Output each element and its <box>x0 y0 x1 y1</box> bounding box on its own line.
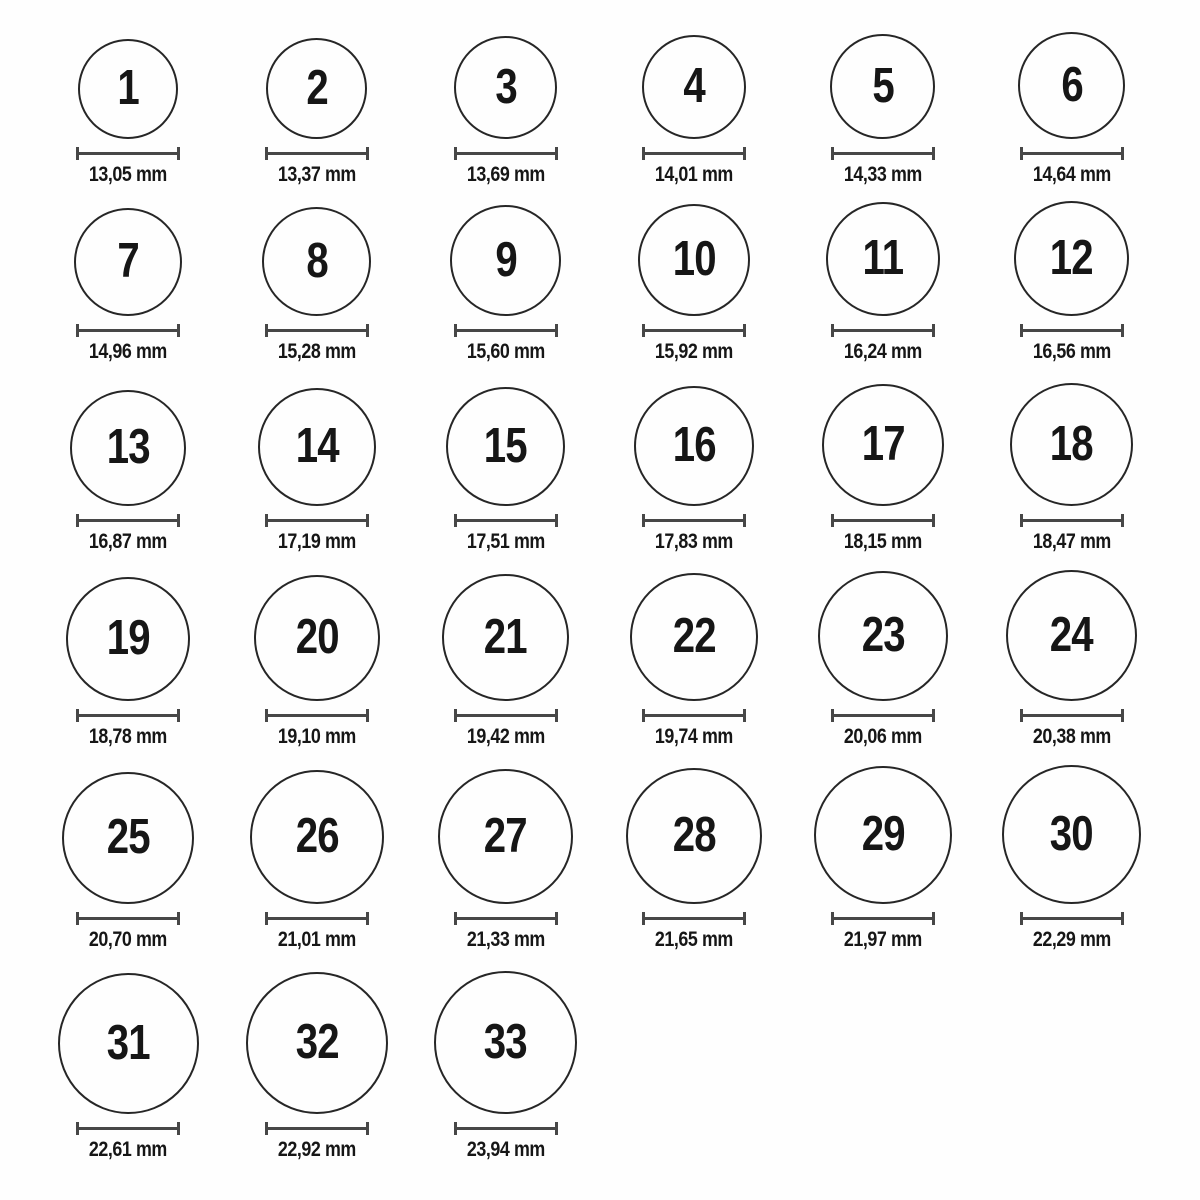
diameter-label: 18,78 mm <box>89 724 168 748</box>
measure-bar <box>268 917 366 920</box>
ring-item <box>34 957 223 1167</box>
diameter-label: 15,28 mm <box>278 339 356 363</box>
measure-tick-right-icon <box>1121 147 1124 160</box>
diameter-label: 17,83 mm <box>655 529 734 553</box>
ring-circle <box>450 205 561 316</box>
ring-circle <box>258 388 376 506</box>
ring-item <box>789 754 978 957</box>
ring-size-number: 2 <box>306 60 328 115</box>
diameter-label: 21,01 mm <box>278 927 356 951</box>
ring-size-number: 22 <box>672 609 716 664</box>
ring-item <box>34 14 223 192</box>
ring-circle <box>1002 765 1141 904</box>
diameter-label: 21,33 mm <box>466 927 545 951</box>
measure-tick-right-icon <box>177 1122 180 1135</box>
ring-item <box>411 957 600 1167</box>
diameter-label: 14,33 mm <box>844 162 922 186</box>
ring-circle <box>638 204 750 316</box>
ring-size-number: 3 <box>494 59 517 114</box>
ring-size-number: 4 <box>683 59 706 114</box>
measure-bar <box>457 714 555 717</box>
measure-tick-right-icon <box>743 324 746 337</box>
diameter-measure-line <box>454 709 558 722</box>
measure-tick-right-icon <box>555 912 558 925</box>
measure-tick-right-icon <box>1121 912 1124 925</box>
diameter-measure-line <box>831 147 935 160</box>
ring-circle <box>1014 201 1129 316</box>
measure-bar <box>1023 714 1121 717</box>
ring-circle <box>642 35 746 139</box>
measure-bar <box>79 714 177 717</box>
ring-item <box>411 14 600 192</box>
measure-bar <box>645 329 743 332</box>
diameter-label: 16,87 mm <box>89 529 168 553</box>
measure-tick-right-icon <box>743 709 746 722</box>
ring-size-number: 28 <box>672 808 716 863</box>
ring-item <box>600 559 789 754</box>
diameter-label: 15,60 mm <box>466 339 545 363</box>
ring-circle <box>822 384 944 506</box>
ring-circle <box>438 769 573 904</box>
ring-circle <box>78 39 178 139</box>
measure-tick-right-icon <box>555 514 558 527</box>
ring-circle <box>74 208 182 316</box>
measure-tick-right-icon <box>932 324 935 337</box>
measure-bar <box>79 1127 177 1130</box>
diameter-measure-line <box>1020 324 1124 337</box>
measure-bar <box>268 1127 366 1130</box>
measure-bar <box>834 152 932 155</box>
measure-bar <box>645 714 743 717</box>
diameter-measure-line <box>76 709 180 722</box>
measure-bar <box>1023 329 1121 332</box>
measure-tick-right-icon <box>177 324 180 337</box>
ring-item <box>600 192 789 369</box>
ring-item <box>223 369 412 559</box>
diameter-label: 22,29 mm <box>1032 927 1111 951</box>
diameter-measure-line <box>76 514 180 527</box>
diameter-label: 19,74 mm <box>655 724 734 748</box>
ring-circle <box>818 571 948 701</box>
ring-circle <box>66 577 190 701</box>
diameter-label: 14,64 mm <box>1032 162 1111 186</box>
measure-bar <box>834 329 932 332</box>
diameter-label: 14,96 mm <box>89 339 168 363</box>
diameter-measure-line <box>76 1122 180 1135</box>
ring-size-number: 14 <box>295 419 339 474</box>
measure-bar <box>1023 152 1121 155</box>
ring-size-number: 8 <box>306 233 328 288</box>
measure-tick-right-icon <box>555 1122 558 1135</box>
ring-size-number: 13 <box>106 420 150 475</box>
ring-size-number: 6 <box>1060 57 1083 112</box>
ring-size-number: 7 <box>117 234 140 289</box>
diameter-measure-line <box>265 324 369 337</box>
ring-item <box>223 14 412 192</box>
ring-circle <box>634 386 754 506</box>
measure-tick-right-icon <box>366 709 369 722</box>
ring-size-number: 26 <box>295 809 339 864</box>
measure-bar <box>457 152 555 155</box>
ring-size-number: 9 <box>494 232 517 287</box>
measure-tick-right-icon <box>366 912 369 925</box>
ring-item <box>600 14 789 192</box>
ring-item <box>600 754 789 957</box>
ring-circle <box>70 390 186 506</box>
diameter-measure-line <box>1020 147 1124 160</box>
ring-item <box>977 559 1166 754</box>
ring-circle <box>626 768 762 904</box>
ring-circle <box>442 574 569 701</box>
measure-tick-right-icon <box>555 324 558 337</box>
measure-bar <box>1023 519 1121 522</box>
measure-bar <box>645 152 743 155</box>
measure-bar <box>834 917 932 920</box>
ring-size-number: 27 <box>484 808 528 863</box>
ring-item <box>34 192 223 369</box>
ring-circle <box>814 766 952 904</box>
measure-bar <box>645 519 743 522</box>
diameter-label: 19,10 mm <box>278 724 356 748</box>
measure-tick-right-icon <box>366 1122 369 1135</box>
ring-item <box>411 369 600 559</box>
diameter-label: 14,01 mm <box>655 162 734 186</box>
diameter-measure-line <box>265 1122 369 1135</box>
diameter-measure-line <box>642 324 746 337</box>
measure-tick-right-icon <box>177 912 180 925</box>
measure-tick-right-icon <box>932 147 935 160</box>
measure-tick-right-icon <box>1121 709 1124 722</box>
measure-tick-right-icon <box>366 147 369 160</box>
ring-circle <box>254 575 380 701</box>
ring-size-number: 33 <box>484 1014 528 1069</box>
measure-bar <box>268 329 366 332</box>
ring-item <box>411 754 600 957</box>
ring-item <box>223 192 412 369</box>
ring-size-number: 18 <box>1050 416 1094 471</box>
ring-size-number: 1 <box>117 61 140 116</box>
measure-tick-right-icon <box>743 912 746 925</box>
diameter-label: 17,19 mm <box>278 529 356 553</box>
diameter-measure-line <box>454 147 558 160</box>
measure-tick-right-icon <box>177 709 180 722</box>
ring-circle <box>262 207 371 316</box>
ring-size-number: 10 <box>672 232 716 287</box>
ring-item <box>600 369 789 559</box>
ring-size-number: 17 <box>861 417 905 472</box>
ring-item <box>223 754 412 957</box>
ring-circle <box>454 36 557 139</box>
ring-item <box>223 559 412 754</box>
ring-size-number: 25 <box>106 810 150 865</box>
ring-circle <box>1018 32 1125 139</box>
ring-item <box>34 754 223 957</box>
diameter-label: 22,61 mm <box>89 1137 168 1161</box>
ring-size-number: 24 <box>1050 607 1094 662</box>
ring-item <box>977 754 1166 957</box>
diameter-label: 20,38 mm <box>1032 724 1111 748</box>
diameter-measure-line <box>454 324 558 337</box>
ring-item <box>789 14 978 192</box>
ring-size-number: 16 <box>672 418 716 473</box>
ring-item <box>977 369 1166 559</box>
diameter-measure-line <box>76 324 180 337</box>
diameter-label: 18,47 mm <box>1032 529 1111 553</box>
measure-bar <box>457 917 555 920</box>
diameter-label: 16,56 mm <box>1032 339 1111 363</box>
measure-bar <box>645 917 743 920</box>
ring-circle <box>1006 570 1137 701</box>
measure-tick-right-icon <box>932 514 935 527</box>
diameter-measure-line <box>642 912 746 925</box>
ring-circle <box>58 973 199 1114</box>
ring-circle <box>826 202 940 316</box>
diameter-measure-line <box>265 912 369 925</box>
measure-tick-right-icon <box>743 147 746 160</box>
diameter-label: 19,42 mm <box>466 724 545 748</box>
diameter-measure-line <box>642 709 746 722</box>
ring-size-number: 15 <box>484 418 528 473</box>
diameter-measure-line <box>831 709 935 722</box>
diameter-measure-line <box>831 324 935 337</box>
ring-item <box>789 559 978 754</box>
ring-size-number: 21 <box>484 609 528 664</box>
diameter-label: 17,51 mm <box>466 529 545 553</box>
ring-circle <box>62 772 194 904</box>
ring-size-number: 32 <box>295 1015 339 1070</box>
diameter-measure-line <box>642 147 746 160</box>
diameter-measure-line <box>642 514 746 527</box>
ring-item <box>789 192 978 369</box>
diameter-measure-line <box>1020 514 1124 527</box>
ring-size-number: 23 <box>861 608 905 663</box>
measure-tick-right-icon <box>743 514 746 527</box>
ring-circle <box>630 573 758 701</box>
ring-circle <box>246 972 388 1114</box>
diameter-measure-line <box>265 514 369 527</box>
ring-item <box>34 559 223 754</box>
ring-size-number: 31 <box>106 1015 150 1070</box>
measure-bar <box>79 519 177 522</box>
diameter-measure-line <box>454 514 558 527</box>
measure-bar <box>1023 917 1121 920</box>
diameter-measure-line <box>265 709 369 722</box>
diameter-label: 20,06 mm <box>844 724 922 748</box>
ring-item <box>411 192 600 369</box>
measure-tick-right-icon <box>366 324 369 337</box>
ring-item <box>789 369 978 559</box>
ring-item <box>977 14 1166 192</box>
measure-bar <box>79 917 177 920</box>
measure-tick-right-icon <box>555 709 558 722</box>
measure-bar <box>268 714 366 717</box>
measure-tick-right-icon <box>555 147 558 160</box>
measure-bar <box>79 152 177 155</box>
measure-tick-right-icon <box>177 147 180 160</box>
diameter-measure-line <box>831 912 935 925</box>
measure-bar <box>834 519 932 522</box>
diameter-measure-line <box>831 514 935 527</box>
measure-tick-right-icon <box>177 514 180 527</box>
ring-circle <box>830 34 935 139</box>
ring-item <box>223 957 412 1167</box>
diameter-measure-line <box>76 147 180 160</box>
measure-bar <box>79 329 177 332</box>
measure-tick-right-icon <box>1121 324 1124 337</box>
measure-tick-right-icon <box>366 514 369 527</box>
ring-item <box>411 559 600 754</box>
measure-bar <box>268 519 366 522</box>
ring-size-number: 11 <box>862 231 904 286</box>
diameter-label: 16,24 mm <box>844 339 922 363</box>
diameter-measure-line <box>1020 709 1124 722</box>
diameter-measure-line <box>454 1122 558 1135</box>
ring-size-number: 5 <box>872 58 894 113</box>
diameter-measure-line <box>265 147 369 160</box>
measure-tick-right-icon <box>932 709 935 722</box>
ring-circle <box>1010 383 1133 506</box>
diameter-label: 22,92 mm <box>278 1137 356 1161</box>
diameter-label: 13,69 mm <box>466 162 545 186</box>
ring-size-number: 12 <box>1050 230 1094 285</box>
measure-bar <box>268 152 366 155</box>
measure-tick-right-icon <box>932 912 935 925</box>
ring-size-number: 19 <box>106 611 150 666</box>
ring-circle <box>446 387 565 506</box>
ring-circle <box>250 770 384 904</box>
diameter-label: 18,15 mm <box>844 529 922 553</box>
diameter-label: 13,37 mm <box>278 162 356 186</box>
diameter-label: 15,92 mm <box>655 339 734 363</box>
measure-bar <box>457 329 555 332</box>
diameter-measure-line <box>454 912 558 925</box>
ring-size-number: 30 <box>1050 806 1094 861</box>
ring-circle <box>266 38 367 139</box>
measure-bar <box>457 1127 555 1130</box>
ring-item <box>34 369 223 559</box>
measure-tick-right-icon <box>1121 514 1124 527</box>
measure-bar <box>834 714 932 717</box>
ring-item <box>977 192 1166 369</box>
ring-circle <box>434 971 577 1114</box>
diameter-label: 13,05 mm <box>89 162 168 186</box>
diameter-measure-line <box>1020 912 1124 925</box>
ring-size-number: 29 <box>861 807 905 862</box>
diameter-label: 21,97 mm <box>844 927 922 951</box>
diameter-label: 21,65 mm <box>655 927 734 951</box>
ring-size-number: 20 <box>295 610 339 665</box>
measure-bar <box>457 519 555 522</box>
diameter-label: 23,94 mm <box>466 1137 545 1161</box>
diameter-label: 20,70 mm <box>89 927 168 951</box>
diameter-measure-line <box>76 912 180 925</box>
